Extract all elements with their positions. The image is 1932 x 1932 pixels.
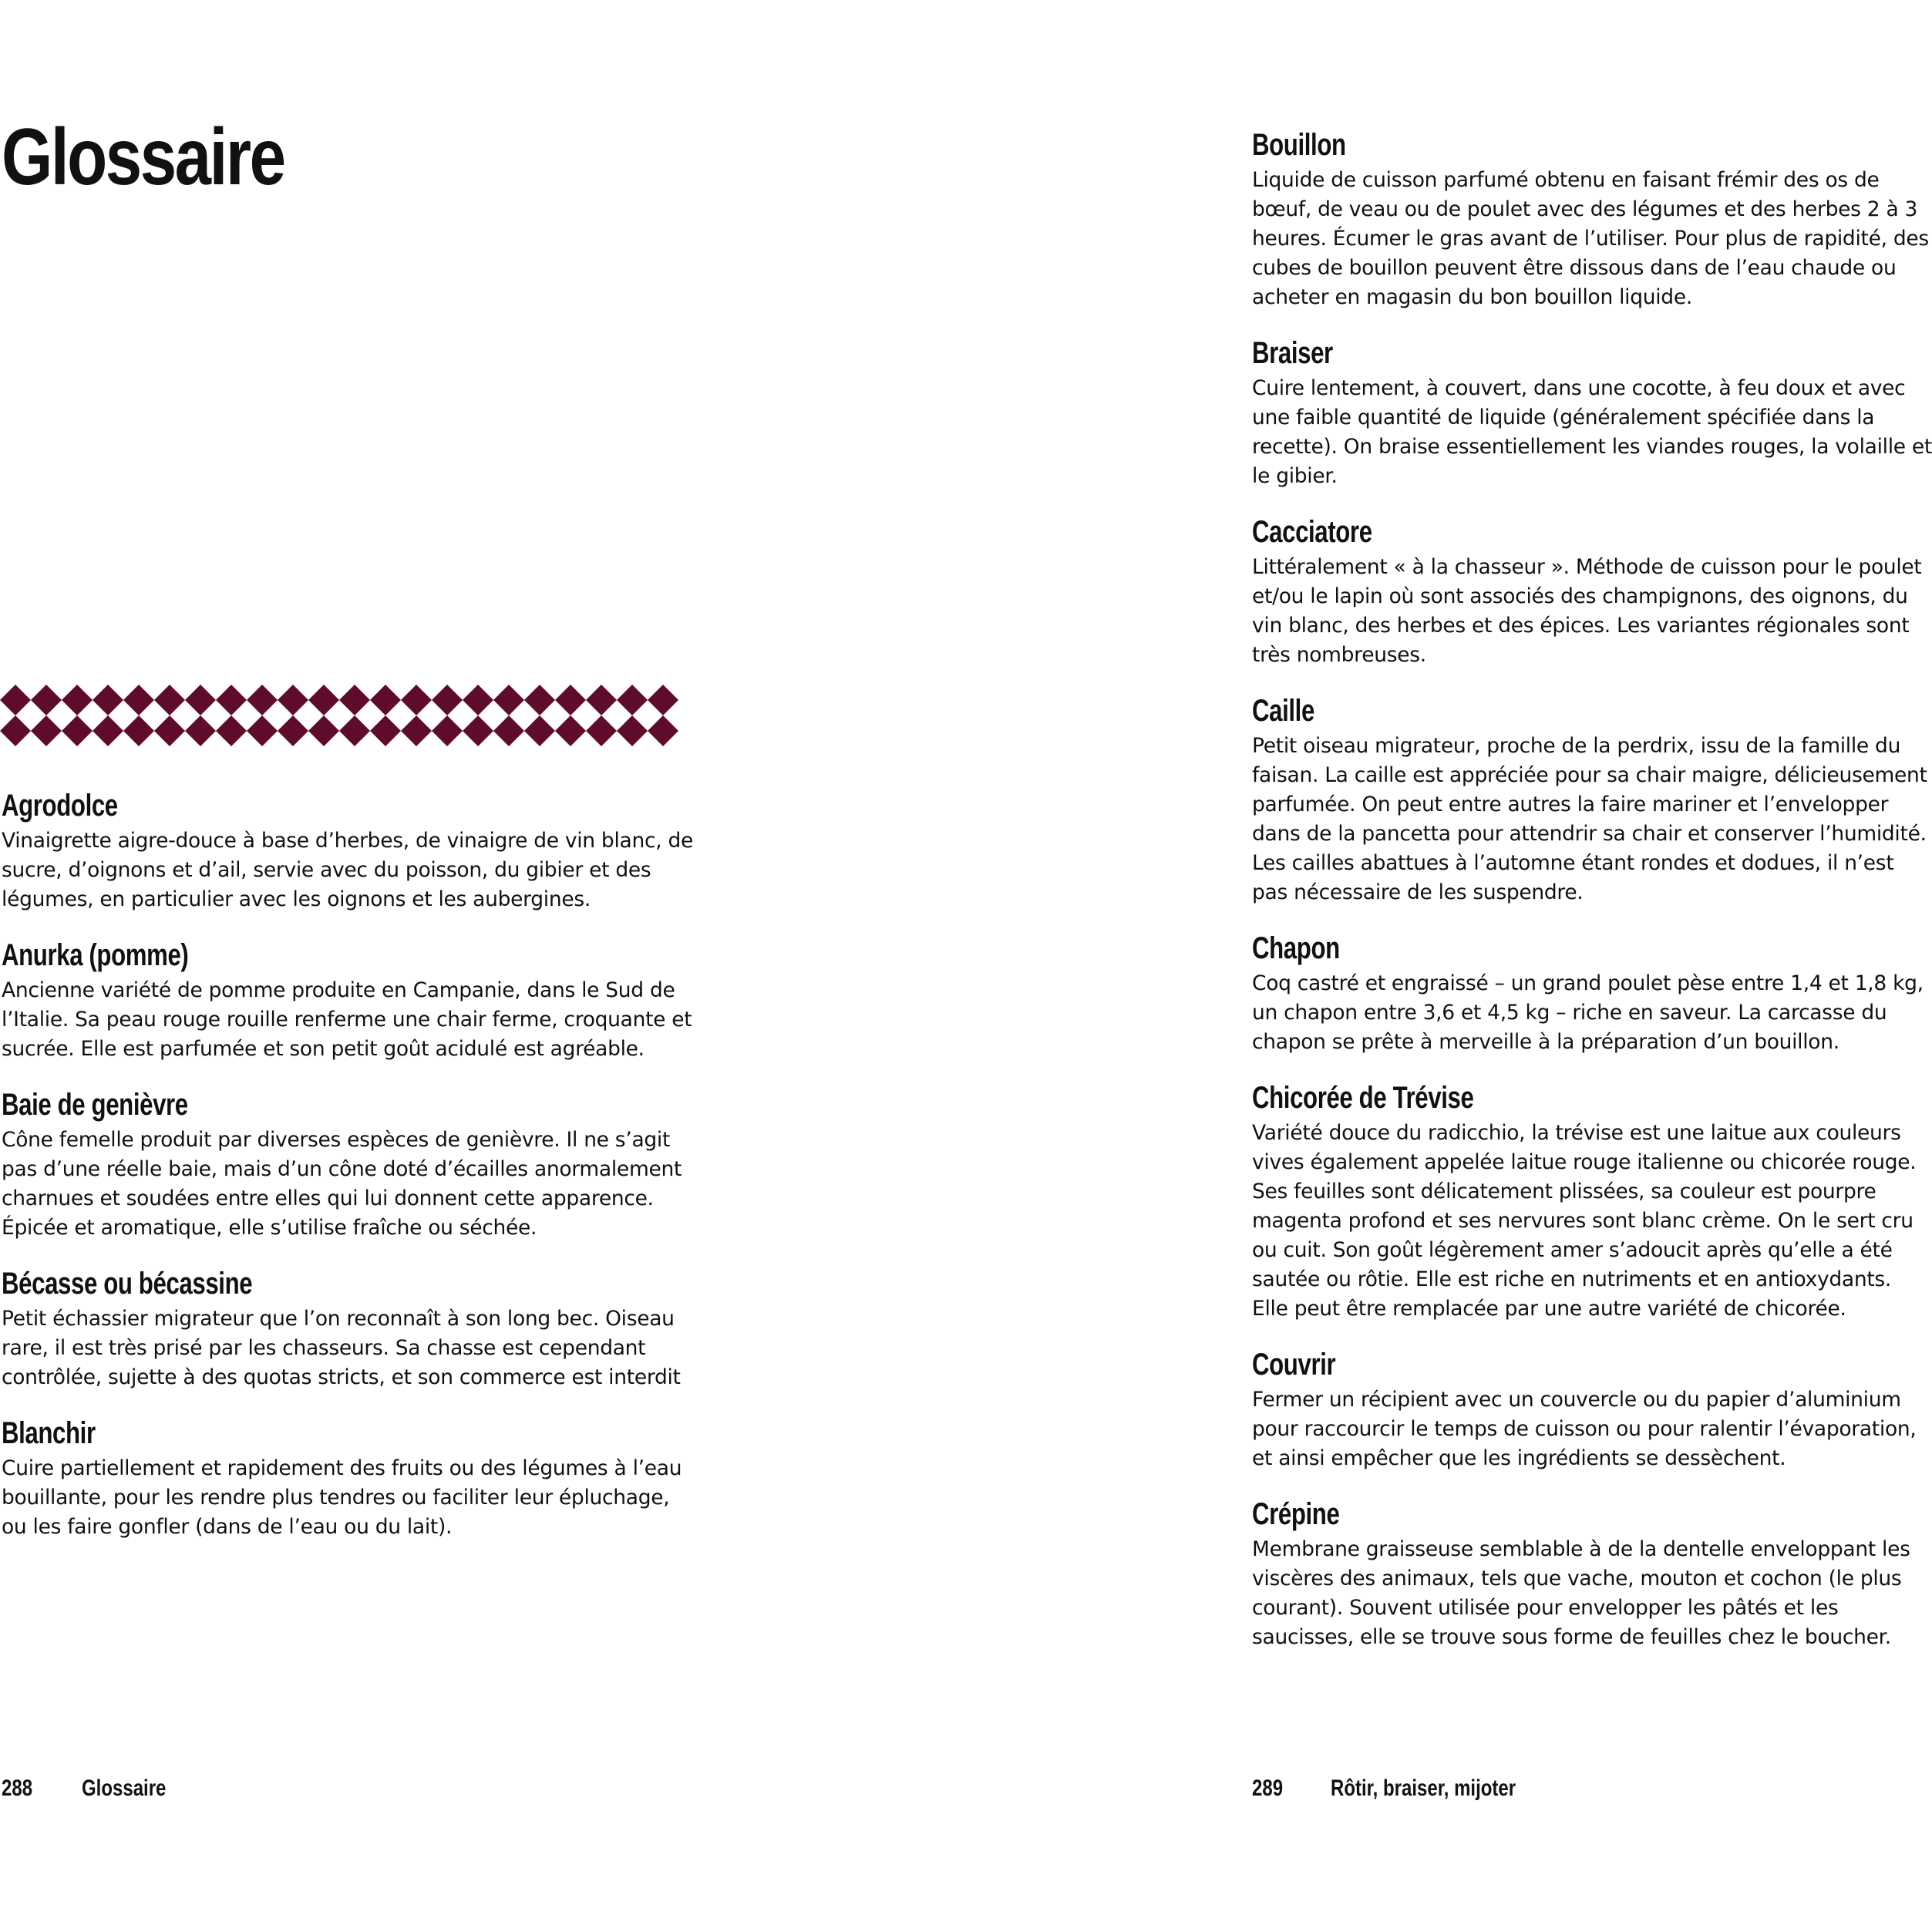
diamond-shape	[154, 685, 185, 715]
diamond-shape	[586, 685, 617, 715]
running-title: Rôtir, braiser, mijoter	[1331, 1775, 1516, 1801]
glossary-entry	[1252, 514, 1932, 670]
entry-term: Baie de genièvre	[2, 1088, 188, 1122]
diamond-shape	[555, 685, 586, 715]
diamond-shape	[0, 715, 31, 746]
entry-term: Crépine	[1252, 1497, 1340, 1531]
entry-term: Blanchir	[2, 1416, 96, 1450]
entry-term: Couvrir	[1252, 1348, 1336, 1382]
glossary-entry	[2, 1415, 695, 1542]
entry-definition: Petit oiseau migrateur, proche de la perdrix, issu de la famille du faisan. La caille est appréciée pour sa chair maigre, délicieusement parfumée. On peut entre autres la faire mariner et l’envelopper dans de la pancetta pour attendrir sa chair et conserver l’humidité. Les cailles abattues à l’automne étant rondes et dodues, il n’est pas nécessaire de les suspendre.	[1252, 734, 1927, 904]
diamond-pattern	[0, 685, 694, 749]
diamond-shape	[617, 715, 648, 746]
page-number: 288	[2, 1775, 33, 1801]
diamond-shape	[617, 685, 648, 715]
entry-term: Cacciatore	[1252, 515, 1372, 549]
diamond-shape	[370, 685, 401, 715]
diamond-shape	[308, 685, 339, 715]
entry-definition: Vinaigrette aigre-douce à base d’herbes, de vinaigre de vin blanc, de sucre, d’oignons et d’ail, servie avec du poisson, du gibier et des légumes, en particulier avec les oignons et les aubergines.	[2, 829, 693, 911]
entry-definition: Littéralement « à la chasseur ». Méthode de cuisson pour le poulet et/ou le lapin où sont associés des champignons, des oignons, du vin blanc, des herbes et des épices. Les variantes régionales sont très nombreuses.	[1252, 555, 1922, 667]
diamond-shape	[0, 685, 31, 715]
diamond-shape	[31, 715, 62, 746]
glossary-entry	[1252, 127, 1932, 312]
diamond-shape	[185, 685, 216, 715]
entry-definition: Cuire partiellement et rapidement des fruits ou des légumes à l’eau bouillante, pour les rendre plus tendres ou faciliter leur épluchage, ou les faire gonfler (dans de l’eau ou du lait).	[2, 1456, 682, 1539]
diamond-shape	[524, 715, 555, 746]
diamond-shape	[62, 685, 93, 715]
diamond-shape	[31, 685, 62, 715]
entry-term: Chapon	[1252, 931, 1340, 965]
glossary-entry	[1252, 931, 1932, 1057]
glossary-entry	[1252, 1347, 1932, 1473]
glossary-entries-left	[2, 788, 695, 1565]
glossary-entry	[2, 1087, 695, 1243]
diamond-shape	[432, 715, 463, 746]
diamond-shape	[586, 715, 617, 746]
diamond-shape	[555, 715, 586, 746]
diamond-shape	[493, 715, 524, 746]
right-page	[1252, 0, 1932, 1932]
diamond-shape	[278, 715, 308, 746]
glossary-entry	[2, 1266, 695, 1392]
diamond-shape	[247, 685, 278, 715]
diamond-shape	[401, 685, 432, 715]
diamond-shape	[185, 715, 216, 746]
diamond-shape	[308, 715, 339, 746]
glossary-entry	[2, 788, 695, 914]
glossary-entry	[1252, 1080, 1932, 1324]
entry-definition: Membrane graisseuse semblable à de la dentelle enveloppant les viscères des animaux, tels que vache, mouton et cochon (le plus courant). Souvent utilisée pour envelopper les pâtés et les saucisses, elle se trouve sous forme de feuilles chez le boucher.	[1252, 1537, 1910, 1649]
diamond-shape	[93, 715, 123, 746]
glossary-entries-right	[1252, 127, 1932, 1675]
entry-term: Chicorée de Trévise	[1252, 1081, 1474, 1115]
diamond-shape	[370, 715, 401, 746]
diamond-shape	[62, 715, 93, 746]
diamond-shape	[123, 685, 154, 715]
diamond-shape	[123, 715, 154, 746]
glossary-entry	[2, 937, 695, 1064]
entry-definition: Cuire lentement, à couvert, dans une cocotte, à feu doux et avec une faible quantité de liquide (généralement spécifiée dans la recette). On braise essentiellement les viandes rouges, la volaille et le gibier.	[1252, 376, 1932, 488]
entry-definition: Petit échassier migrateur que l’on reconnaît à son long bec. Oiseau rare, il est très prisé par les chasseurs. Sa chasse est cependant contrôlée, sujette à des quotas stricts, et son commerce est interdit	[2, 1307, 681, 1389]
diamond-shape	[463, 685, 493, 715]
diamond-shape	[278, 685, 308, 715]
glossary-entry	[1252, 1496, 1932, 1652]
entry-term: Bécasse ou bécassine	[2, 1267, 253, 1301]
glossary-entry	[1252, 335, 1932, 491]
entry-term: Anurka (pomme)	[2, 938, 189, 972]
entry-definition: Variété douce du radicchio, la trévise est une laitue aux couleurs vives également appelée laitue rouge italienne ou chicorée rouge. Ses feuilles sont délicatement plissées, sa couleur est pourpre magenta profond et ses nervures sont blanc crème. On le sert cru ou cuit. Son goût légèrement amer s’adoucit après qu’elle a été sautée ou rôtie. Elle est riche en nutriments et en antioxydants. Elle peut être remplacée par une autre variété de chicorée.	[1252, 1121, 1917, 1321]
entry-definition: Fermer un récipient avec un couvercle ou du papier d’aluminium pour raccourcir le temps de cuisson ou pour ralentir l’évaporation, et ainsi empêcher que les ingrédients se dessèchent.	[1252, 1388, 1917, 1470]
diamond-shape	[339, 715, 370, 746]
diamond-shape	[154, 715, 185, 746]
page-number: 289	[1252, 1775, 1284, 1801]
diamond-shape	[648, 685, 678, 715]
diamond-shape	[648, 715, 678, 746]
diamond-shape	[524, 685, 555, 715]
diamond-shape	[247, 715, 278, 746]
left-page	[0, 0, 771, 1932]
entry-definition: Cône femelle produit par diverses espèces de genièvre. Il ne s’agit pas d’une réelle baie, mais d’un cône doté d’écailles anormalement charnues et soudées entre elles qui lui donnent cette apparence. Épicée et aromatique, elle s’utilise fraîche ou séchée.	[2, 1128, 682, 1240]
entry-term: Braiser	[1252, 336, 1333, 370]
diamond-shape	[463, 715, 493, 746]
diamond-shape	[216, 685, 247, 715]
entry-definition: Ancienne variété de pomme produite en Campanie, dans le Sud de l’Italie. Sa peau rouge rouille renferme une chair ferme, croquante et sucrée. Elle est parfumée et son petit goût acidulé est agréable.	[2, 978, 692, 1061]
glossary-entry	[1252, 693, 1932, 907]
entry-term: Agrodolce	[2, 789, 118, 823]
diamond-shape	[401, 715, 432, 746]
entry-term: Caille	[1252, 694, 1314, 728]
entry-term: Bouillon	[1252, 128, 1346, 162]
diamond-shape	[216, 715, 247, 746]
running-title: Glossaire	[82, 1775, 167, 1801]
diamond-shape	[432, 685, 463, 715]
entry-definition: Coq castré et engraissé – un grand poulet pèse entre 1,4 et 1,8 kg, un chapon entre 3,6 et 4,5 kg – riche en saveur. La carcasse du chapon se prête à merveille à la préparation d’un bouillon.	[1252, 971, 1924, 1054]
diamond-shape	[493, 685, 524, 715]
diamond-shape	[339, 685, 370, 715]
entry-definition: Liquide de cuisson parfumé obtenu en faisant frémir des os de bœuf, de veau ou de poulet avec des légumes et des herbes 2 à 3 heures. Écumer le gras avant de l’utiliser. Pour plus de rapidité, des cubes de bouillon peuvent être dissous dans de l’eau chaude ou acheter en magasin du bon bouillon liquide.	[1252, 168, 1929, 309]
page-title: Glossaire	[2, 113, 284, 202]
diamond-shape	[93, 685, 123, 715]
